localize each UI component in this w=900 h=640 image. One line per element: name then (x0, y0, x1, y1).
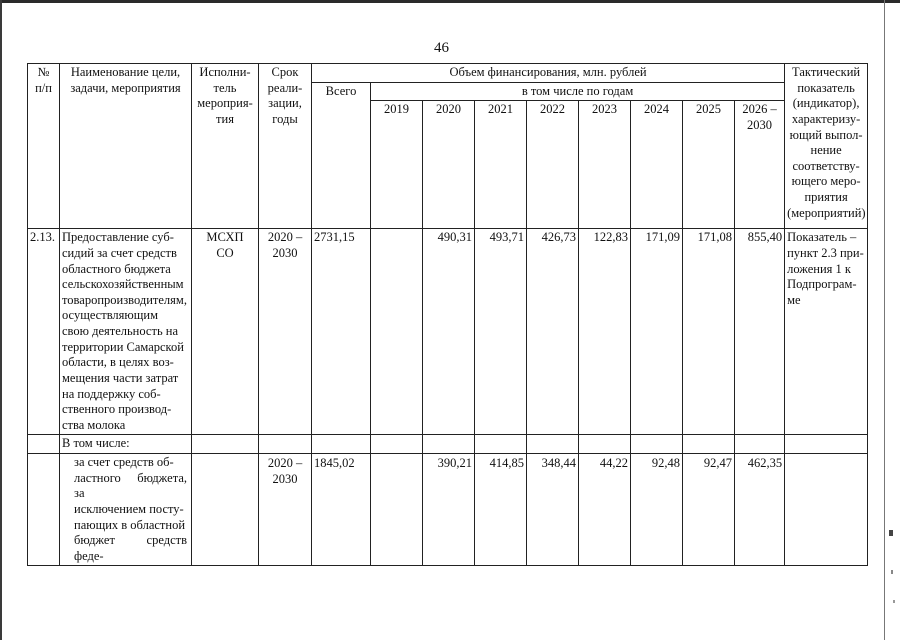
scan-edge-left (0, 0, 2, 640)
header-name: Наименование цели, задачи, мероприятия (60, 64, 192, 229)
row-year-value: 855,40 (735, 229, 785, 435)
row-year-value: 490,31 (423, 229, 475, 435)
table-row (28, 229, 868, 435)
row-name: за счет средств об- ластного бюджета, за исключением посту- пающих в областной бюджет средств феде- (60, 454, 192, 566)
row-year-value: 122,83 (579, 229, 631, 435)
scan-speck (889, 530, 893, 536)
row-year-value: 462,35 (735, 454, 785, 566)
scan-speck (891, 570, 893, 574)
row-year-value: 171,08 (683, 229, 735, 435)
scan-edge-top (0, 0, 900, 3)
row-year-value (371, 435, 423, 454)
row-year-value (371, 454, 423, 566)
header-year: 2026 – 2030 (735, 101, 785, 229)
header-year: 2022 (527, 101, 579, 229)
row-term: 2020 – 2030 (259, 454, 312, 566)
row-year-value: 44,22 (579, 454, 631, 566)
row-indicator (785, 435, 868, 454)
page-number: 46 (434, 40, 449, 56)
row-total (312, 435, 371, 454)
row-executor (192, 435, 259, 454)
header-year: 2025 (683, 101, 735, 229)
row-name: В том числе: (60, 435, 192, 454)
row-year-value: 92,48 (631, 454, 683, 566)
row-name: Предоставление суб- сидий за счет средств областного бюджета сельскохозяйственным товаропроизводителям, осуществляющим свою деятельность на территории Самарской области, в целях воз- мещения части затрат на поддержку соб- ственного производ- ства молока (60, 229, 192, 435)
row-executor (192, 454, 259, 566)
row-year-value (735, 435, 785, 454)
row-year-value: 414,85 (475, 454, 527, 566)
header-year: 2024 (631, 101, 683, 229)
table-row (28, 454, 868, 566)
row-year-value: 348,44 (527, 454, 579, 566)
header-row-1 (28, 64, 868, 83)
row-year-value: 92,47 (683, 454, 735, 566)
row-year-value: 171,09 (631, 229, 683, 435)
row-year-value (371, 229, 423, 435)
row-year-value: 390,21 (423, 454, 475, 566)
row-num (28, 454, 60, 566)
row-indicator (785, 454, 868, 566)
header-year: 2019 (371, 101, 423, 229)
row-term (259, 435, 312, 454)
row-total: 1845,02 (312, 454, 371, 566)
header-year: 2021 (475, 101, 527, 229)
row-total: 2731,15 (312, 229, 371, 435)
row-num (28, 435, 60, 454)
row-year-value (631, 435, 683, 454)
row-year-value: 426,73 (527, 229, 579, 435)
header-executor: Исполни- тель мероприя- тия (192, 64, 259, 229)
header-num: № п/п (28, 64, 60, 229)
row-num: 2.13. (28, 229, 60, 435)
financing-table (27, 63, 868, 566)
table-row (28, 435, 868, 454)
row-indicator: Показатель – пункт 2.3 при- ложения 1 к Подпрограм- ме (785, 229, 868, 435)
header-total: Всего (312, 82, 371, 229)
header-year: 2020 (423, 101, 475, 229)
row-year-value (423, 435, 475, 454)
row-executor: МСХП СО (192, 229, 259, 435)
row-year-value (475, 435, 527, 454)
row-year-value (683, 435, 735, 454)
header-indicator: Тактический показатель (индикатор), характеризу- ющий выпол- нение соответству- ющего меро- приятия (мероприятий) (785, 64, 868, 229)
header-term: Срок реали- зации, годы (259, 64, 312, 229)
scan-edge-right (884, 0, 885, 640)
row-year-value (527, 435, 579, 454)
header-year: 2023 (579, 101, 631, 229)
scan-speck (893, 600, 895, 603)
row-term: 2020 – 2030 (259, 229, 312, 435)
row-year-value: 493,71 (475, 229, 527, 435)
header-by-years: в том числе по годам (371, 82, 785, 101)
header-financing: Объем финансирования, млн. рублей (312, 64, 785, 83)
row-year-value (579, 435, 631, 454)
